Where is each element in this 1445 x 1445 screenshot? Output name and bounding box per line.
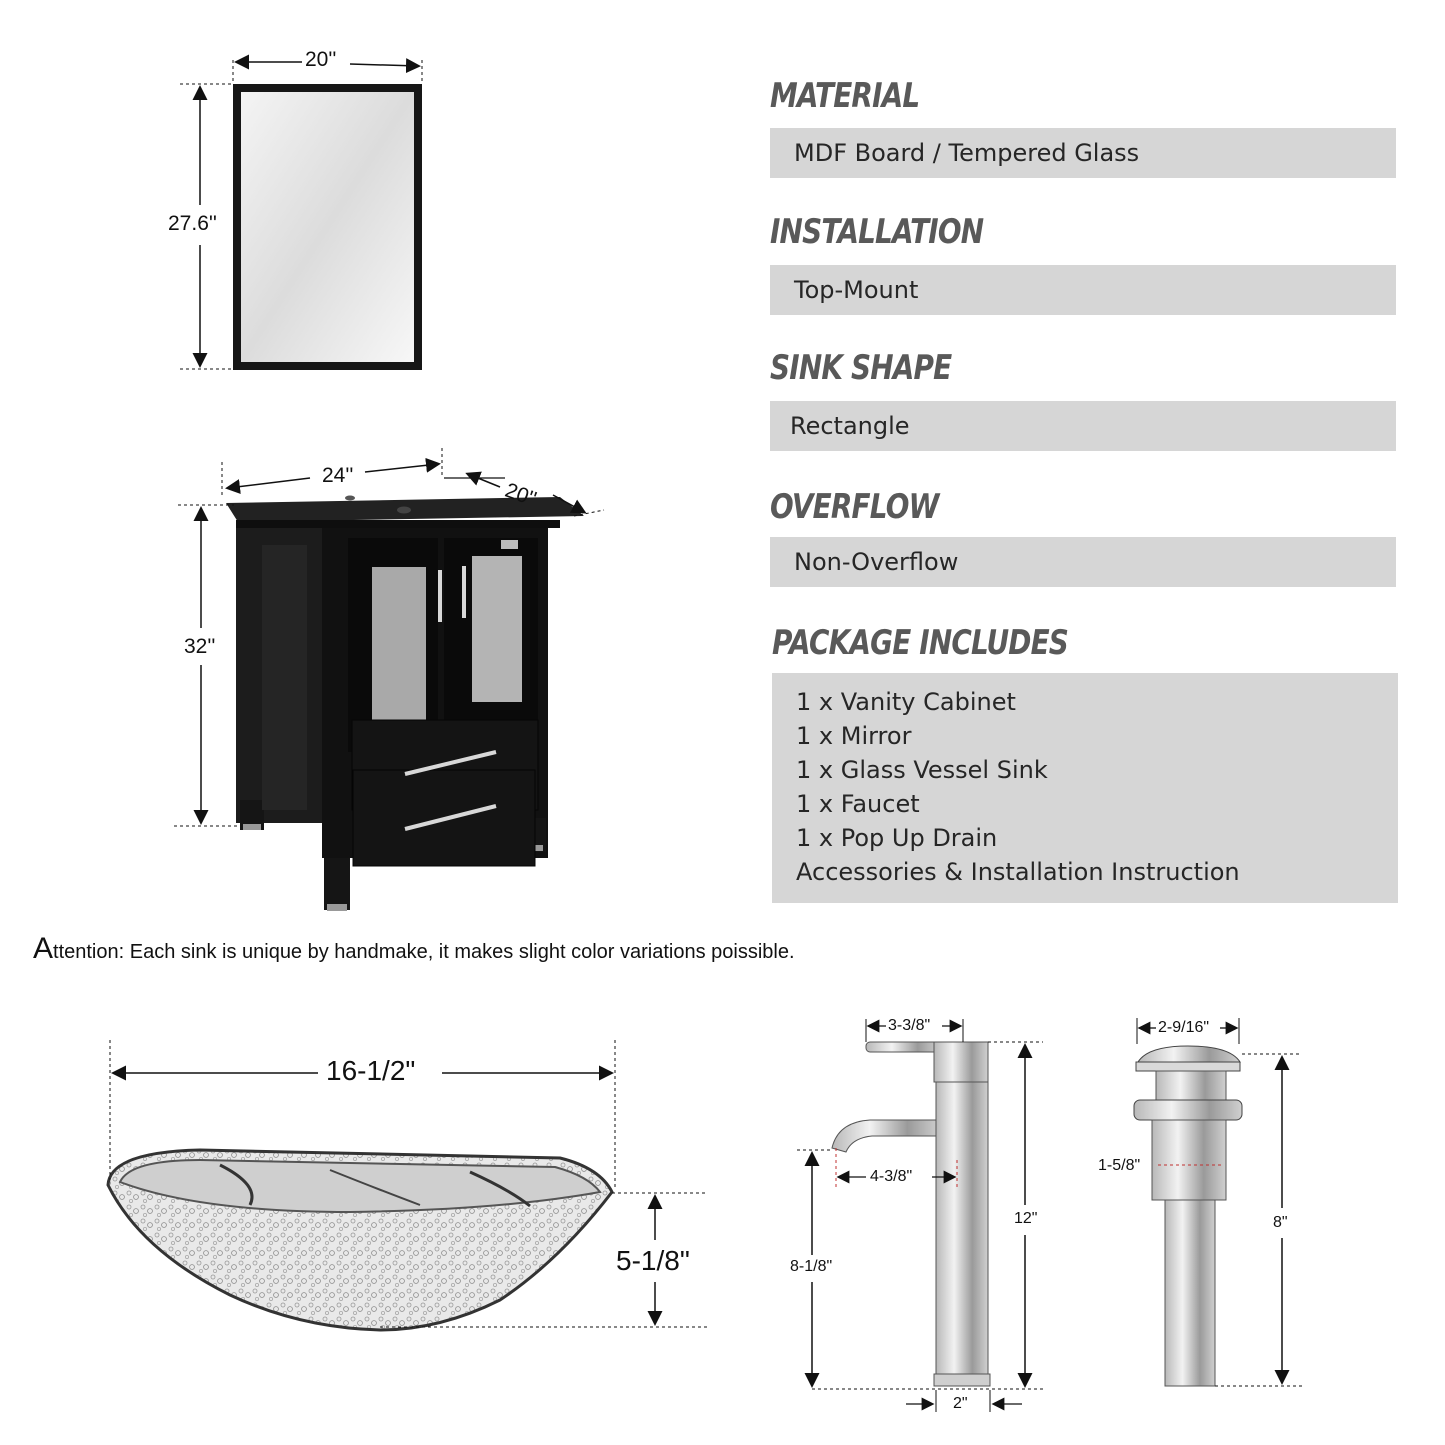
cabinet-depth-label: 20''	[502, 478, 540, 512]
spec-title-overflow: OVERFLOW	[770, 487, 939, 527]
spec-title-installation: INSTALLATION	[770, 212, 984, 252]
faucet-illustration	[797, 1019, 1043, 1412]
cabinet-width-label: 24''	[322, 464, 354, 487]
package-item: 1 x Faucet	[796, 790, 920, 818]
drain-top-label: 2-9/16"	[1158, 1019, 1210, 1036]
cabinet-illustration	[174, 448, 604, 911]
faucet-base-label: 2"	[953, 1395, 968, 1412]
drain-illustration	[1134, 1018, 1302, 1386]
package-includes-list	[772, 673, 1398, 903]
sink-height-label: 5-1/8"	[612, 1245, 694, 1277]
spec-value-sink-shape: Rectangle	[770, 401, 1396, 451]
attention-note	[33, 932, 795, 966]
attention-text: ttention: Each sink is unique by handmake, it makes slight color variations poissible.	[53, 941, 795, 963]
package-item: 1 x Mirror	[796, 722, 912, 750]
spec-title-sink-shape: SINK SHAPE	[770, 348, 952, 388]
package-item: 1 x Glass Vessel Sink	[796, 756, 1048, 784]
spec-value-overflow: Non-Overflow	[770, 537, 1396, 587]
package-includes-title: PACKAGE INCLUDES	[772, 623, 1069, 663]
spec-value-installation: Top-Mount	[770, 265, 1396, 315]
mirror-width-label: 20''	[305, 48, 337, 71]
drain-length-label: 8"	[1273, 1214, 1288, 1231]
attention-first-letter: A	[33, 932, 54, 965]
package-item: 1 x Vanity Cabinet	[796, 688, 1016, 716]
spec-value-material: MDF Board / Tempered Glass	[770, 128, 1396, 178]
faucet-total-height-label: 12"	[1014, 1210, 1038, 1227]
faucet-spout-height-label: 8-1/8"	[790, 1258, 833, 1275]
package-item: 1 x Pop Up Drain	[796, 824, 998, 852]
spec-title-material: MATERIAL	[770, 76, 920, 116]
cabinet-height-label: 32''	[184, 635, 216, 658]
faucet-top-label: 3-3/8"	[888, 1017, 931, 1034]
package-item: Accessories & Installation Instruction	[796, 858, 1240, 886]
faucet-reach-label: 4-3/8"	[870, 1168, 913, 1185]
sink-width-label: 16-1/2"	[322, 1055, 419, 1087]
drain-thread-label: 1-5/8"	[1098, 1157, 1141, 1174]
mirror-height-label: 27.6''	[168, 212, 217, 235]
